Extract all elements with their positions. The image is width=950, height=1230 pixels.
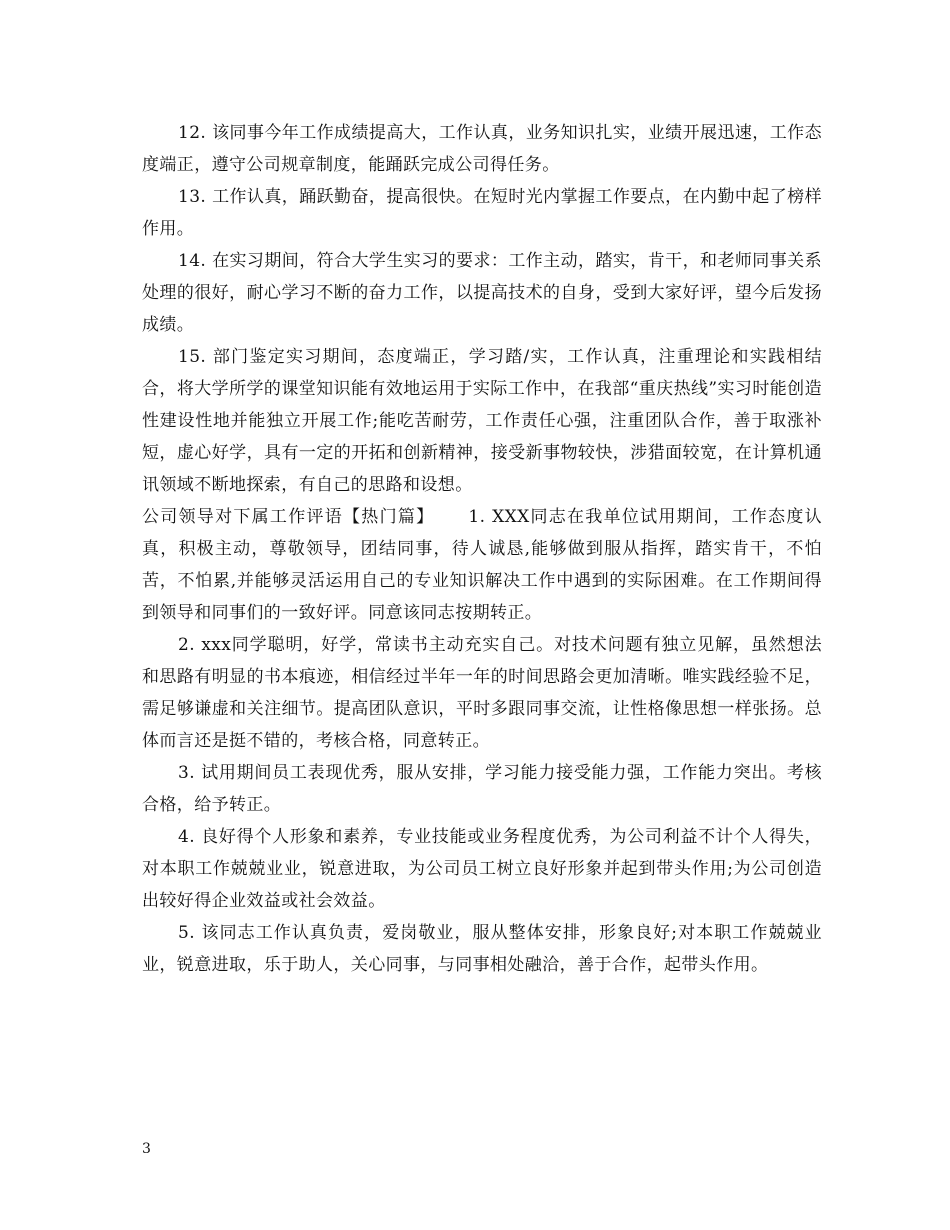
- paragraph-item-14: 14. 在实习期间，符合大学生实习的要求：工作主动，踏实，肯干，和老师同事关系处理的很好，耐心学习不断的奋力工作，以提高技术的自身，受到大家好评，望今后发扬成绩。: [142, 251, 822, 335]
- section-paragraph-item-4: 4. 良好得个人形象和素养，专业技能或业务程度优秀，为公司利益不计个人得失，对本职工作兢兢业业，锐意进取，为公司员工树立良好形象并起到带头作用;为公司创造出较好得企业效益或社会效益。: [142, 827, 822, 911]
- paragraph-item-12: 12. 该同事今年工作成绩提高大，工作认真，业务知识扎实，业绩开展迅速，工作态度端正，遵守公司规章制度，能踊跃完成公司得任务。: [142, 123, 822, 175]
- section-first-paragraph: 1. XXX同志在我单位试用期间，工作态度认真，积极主动，尊敬领导，团结同事，待人诚恳,能够做到服从指挥，踏实肯干，不怕苦，不怕累,并能够灵活运用自己的专业知识解决工作中遇到的实际困难。在工作期间得到领导和同事们的一致好评。同意该同志按期转正。: [142, 507, 823, 623]
- section-heading-paragraph: [142, 501, 822, 629]
- document-body: [142, 117, 822, 981]
- section-paragraph-item-3: 3. 试用期间员工表现优秀，服从安排，学习能力接受能力强，工作能力突出。考核合格，给予转正。: [142, 763, 822, 815]
- section-paragraph-item-2: 2. xxx同学聪明，好学，常读书主动充实自己。对技术问题有独立见解，虽然想法和思路有明显的书本痕迹，相信经过半年一年的时间思路会更加清晰。唯实践经验不足，需足够谦虚和关注细节。提高团队意识，平时多跟同事交流，让性格像思想一样张扬。总体而言还是挺不错的，考核合格，同意转正。: [142, 635, 822, 751]
- section-paragraph-item-5: 5. 该同志工作认真负责，爱岗敬业，服从整体安排，形象良好;对本职工作兢兢业业，锐意进取，乐于助人，关心同事，与同事相处融洽，善于合作，起带头作用。: [142, 923, 822, 975]
- page-number: 3: [142, 1141, 151, 1157]
- section-heading: 公司领导对下属工作评语【热门篇】: [142, 507, 435, 527]
- paragraph-item-15: 15. 部门鉴定实习期间，态度端正，学习踏/实，工作认真，注重理论和实践相结合，将大学所学的课堂知识能有效地运用于实际工作中，在我部“重庆热线”实习时能创造性建设性地并能独立开展工作;能吃苦耐劳，工作责任心强，注重团队合作，善于取涨补短，虚心好学，具有一定的开拓和创新精神，接受新事物较快，涉猎面较宽，在计算机通讯领域不断地探索，有自己的思路和设想。: [142, 347, 822, 495]
- paragraph-item-13: 13. 工作认真，踊跃勤奋，提高很快。在短时光内掌握工作要点，在内勤中起了榜样作用。: [142, 187, 822, 239]
